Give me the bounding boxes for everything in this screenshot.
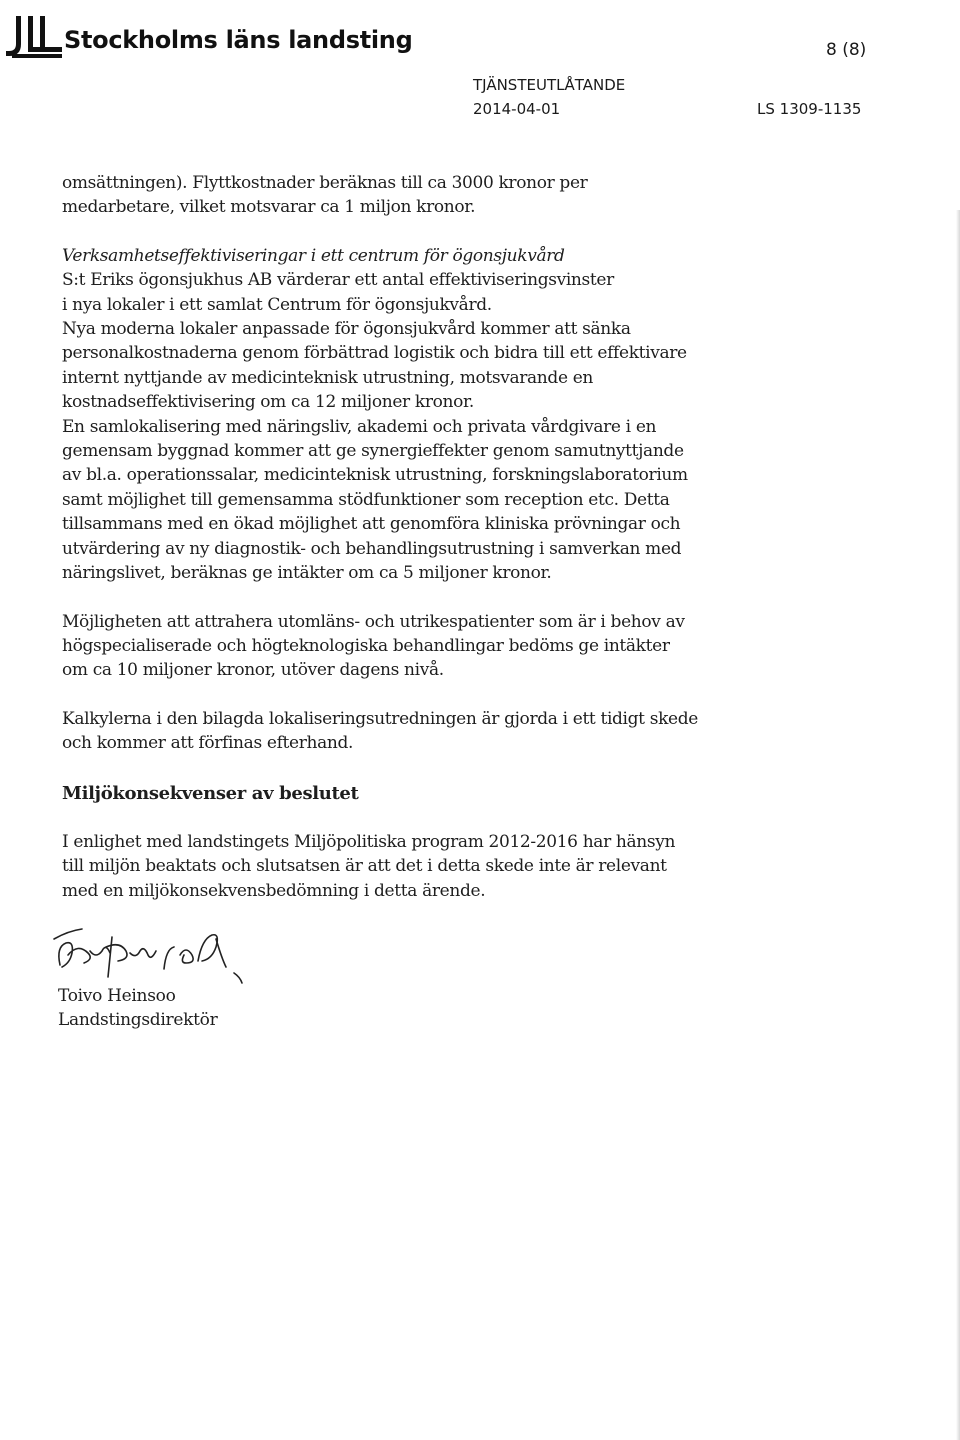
paragraph-line: Nya moderna lokaler anpassade för ögonsjukvård kommer att sänka — [62, 319, 631, 340]
paragraph-line: internt nyttjande av medicinteknisk utrustning, motsvarande en — [62, 367, 594, 388]
paragraph-line: medarbetare, vilket motsvarar ca 1 miljon kronor. — [62, 197, 476, 218]
document-date: 2014-04-01 — [473, 100, 561, 118]
page-number: 8 (8) — [826, 40, 867, 60]
paragraph-line: S:t Eriks ögonsjukhus AB värderar ett antal effektiviseringsvinster — [62, 270, 614, 291]
section-heading: Miljökonsekvenser av beslutet — [62, 782, 359, 804]
paragraph-line: i nya lokaler i ett samlat Centrum för ögonsjukvård. — [62, 294, 492, 315]
subheading: Verksamhetseffektiviseringar i ett centrum för ögonsjukvård — [62, 245, 565, 266]
paragraph-line: med en miljökonsekvensbedömning i detta ärende. — [62, 880, 486, 901]
scan-edge-shadow — [956, 210, 960, 1440]
paragraph-line: kostnadseffektivisering om ca 12 miljoner kronor. — [62, 392, 474, 413]
document-reference: LS 1309-1135 — [757, 100, 862, 118]
paragraph-line: och kommer att förfinas efterhand. — [62, 733, 354, 754]
sll-logo-icon — [6, 12, 64, 60]
paragraph-line: om ca 10 miljoner kronor, utöver dagens nivå. — [62, 660, 444, 681]
handwritten-signature — [46, 925, 276, 995]
paragraph-line: personalkostnaderna genom förbättrad logistik och bidra till ett effektivare — [62, 343, 687, 364]
paragraph-line: tillsammans med en ökad möjlighet att genomföra kliniska prövningar och — [62, 514, 681, 535]
paragraph-line: samt möjlighet till gemensamma stödfunktioner som reception etc. Detta — [62, 489, 670, 510]
document-type: TJÄNSTEUTLÅTANDE — [473, 76, 626, 94]
paragraph-line: Möjligheten att attrahera utomläns- och utrikespatienter som är i behov av — [62, 611, 685, 632]
paragraph-line: Kalkylerna i den bilagda lokaliseringsutredningen är gjorda i ett tidigt skede — [62, 708, 698, 729]
signer-title: Landstingsdirektör — [58, 1010, 218, 1030]
paragraph-line: gemensam byggnad kommer att ge synergieffekter genom samutnyttjande — [62, 441, 684, 462]
paragraph-line: omsättningen). Flyttkostnader beräknas till ca 3000 kronor per — [62, 173, 588, 193]
signer-name: Toivo Heinsoo — [58, 986, 176, 1006]
paragraph-line: högspecialiserade och högteknologiska behandlingar bedöms ge intäkter — [62, 635, 670, 656]
document-body — [62, 171, 922, 903]
paragraph-line: till miljön beaktats och slutsatsen är att det i detta skede inte är relevant — [62, 856, 667, 877]
paragraph-line: utvärdering av ny diagnostik- och behandlingsutrustning i samverkan med — [62, 538, 682, 559]
paragraph-line: En samlokalisering med näringsliv, akademi och privata vårdgivare i en — [62, 416, 657, 437]
paragraph-line: I enlighet med landstingets Miljöpolitiska program 2012-2016 har hänsyn — [62, 831, 676, 852]
paragraph-line: näringslivet, beräknas ge intäkter om ca 5 miljoner kronor. — [62, 563, 552, 584]
paragraph-line: av bl.a. operationssalar, medicinteknisk utrustning, forskningslaboratorium — [62, 465, 688, 486]
organization-name: Stockholms läns landsting — [64, 26, 413, 54]
